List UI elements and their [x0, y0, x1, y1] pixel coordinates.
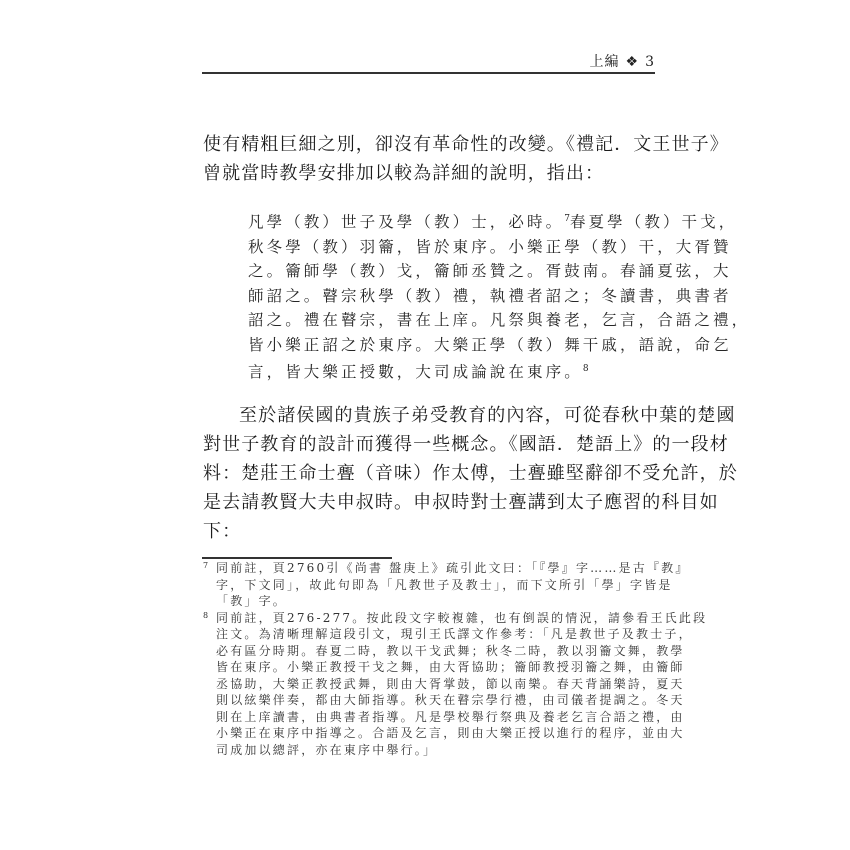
footnote-line: 「教」字。	[216, 594, 288, 608]
page-number: 3	[645, 54, 655, 70]
ornament-icon: ❖	[625, 54, 640, 70]
quote-text: 春夏學（教）干戈，	[569, 213, 738, 231]
text-line: 下：	[203, 521, 242, 542]
footnote-ref-8[interactable]: 8	[582, 364, 589, 374]
quote-line: 師詔之。瞽宗秋學（教）禮，執禮者詔之；冬讀書，典書者	[248, 286, 732, 305]
footnote-number: 8	[203, 610, 209, 620]
quote-line	[248, 207, 738, 235]
quote-line	[248, 357, 668, 385]
footnotes	[203, 560, 708, 758]
quote-text: 凡學（教）世子及學（教）士，必時。	[248, 213, 565, 231]
section-title: 上編	[589, 54, 620, 70]
footnote-line: 小樂正在東序中指導之。合語及乞言，則由大樂正授以進行的程序，並由大	[216, 726, 685, 740]
footnote-line: 丞協助，大樂正教授武舞，則由大胥掌鼓，節以南樂。春天背誦樂詩，夏天	[216, 676, 685, 691]
paragraph-2	[203, 401, 738, 546]
footnote-rule	[202, 557, 392, 559]
footnote-line: 必有區分時期。春夏二時，教以干戈武舞；秋冬二時，教以羽籥文舞，教學	[216, 643, 685, 658]
footnote-ref-7[interactable]: 7	[564, 214, 570, 224]
footnote-line: 注文。為清晰理解這段引文，現引王氏譯文作參考：「凡是教世子及教士子，	[216, 627, 693, 641]
quote-line: 皆小樂正詔之於東序。大樂正學（教）舞干戚，語說，命乞	[248, 335, 732, 354]
footnote-line: 司成加以總評，亦在東序中舉行。」	[216, 742, 438, 757]
quote-line: 詔之。禮在瞽宗，書在上庠。凡祭與養老，乞言，合語之禮，	[248, 311, 751, 329]
footnote-number: 7	[203, 561, 209, 570]
footnote-8	[203, 610, 708, 759]
text-line: 料：楚莊王命士亹（音味）作太傅，士亹雖堅辭卻不受允許，於	[203, 463, 738, 484]
text-line: 曾就當時教學安排加以較為詳細的說明，指出：	[203, 163, 605, 184]
footnote-line: 同前註，頁276-277。按此段文字較複雜，也有倒誤的情況，請參看王氏此段	[216, 610, 708, 625]
text-line: 是去請教賢大夫申叔時。申叔時對士亹講到太子應習的科目如	[203, 492, 719, 513]
quote-line: 秋冬學（教）羽籥，皆於東序。小樂正學（教）干，大胥贊	[248, 237, 732, 256]
block-quote	[248, 207, 751, 385]
running-header	[202, 51, 655, 71]
footnote-7	[203, 560, 690, 610]
paragraph-1	[203, 130, 729, 188]
footnote-line: 則在上庠讀書，由典書者指導。凡是學校舉行祭典及養老乞言合語之禮，由	[216, 709, 685, 724]
quote-text: 言，皆大樂正授數，大司成論說在東序。	[248, 363, 583, 381]
text-line: 對世子教育的設計而獲得一些概念。《國語．楚語上》的一段材	[203, 434, 729, 455]
text-line: 使有精粗巨細之別，卻沒有革命性的改變。《禮記．文王世子》	[203, 134, 729, 155]
footnote-line: 皆在東序。小樂正教授干戈之舞，由大胥協助；籥師教授羽籥之舞，由籥師	[216, 660, 685, 674]
text-line: 至於諸侯國的貴族子弟受教育的內容，可從春秋中葉的楚國	[239, 405, 736, 426]
footnote-line: 則以絃樂伴奏，都由大師指導。秋天在瞽宗學行禮，由司儀者提調之。冬天	[216, 693, 685, 707]
footnote-line: 同前註，頁2760引《尚書 盤庚上》疏引此文曰：「『學』字……是古『教』	[216, 561, 690, 575]
header-rule	[202, 72, 655, 74]
quote-line: 之。籥師學（教）戈，籥師丞贊之。胥鼓南。春誦夏弦，大	[248, 262, 732, 280]
footnote-line: 字，下文同」，故此句即為「凡教世子及教士」，而下文所引「學」字皆是	[216, 577, 673, 592]
